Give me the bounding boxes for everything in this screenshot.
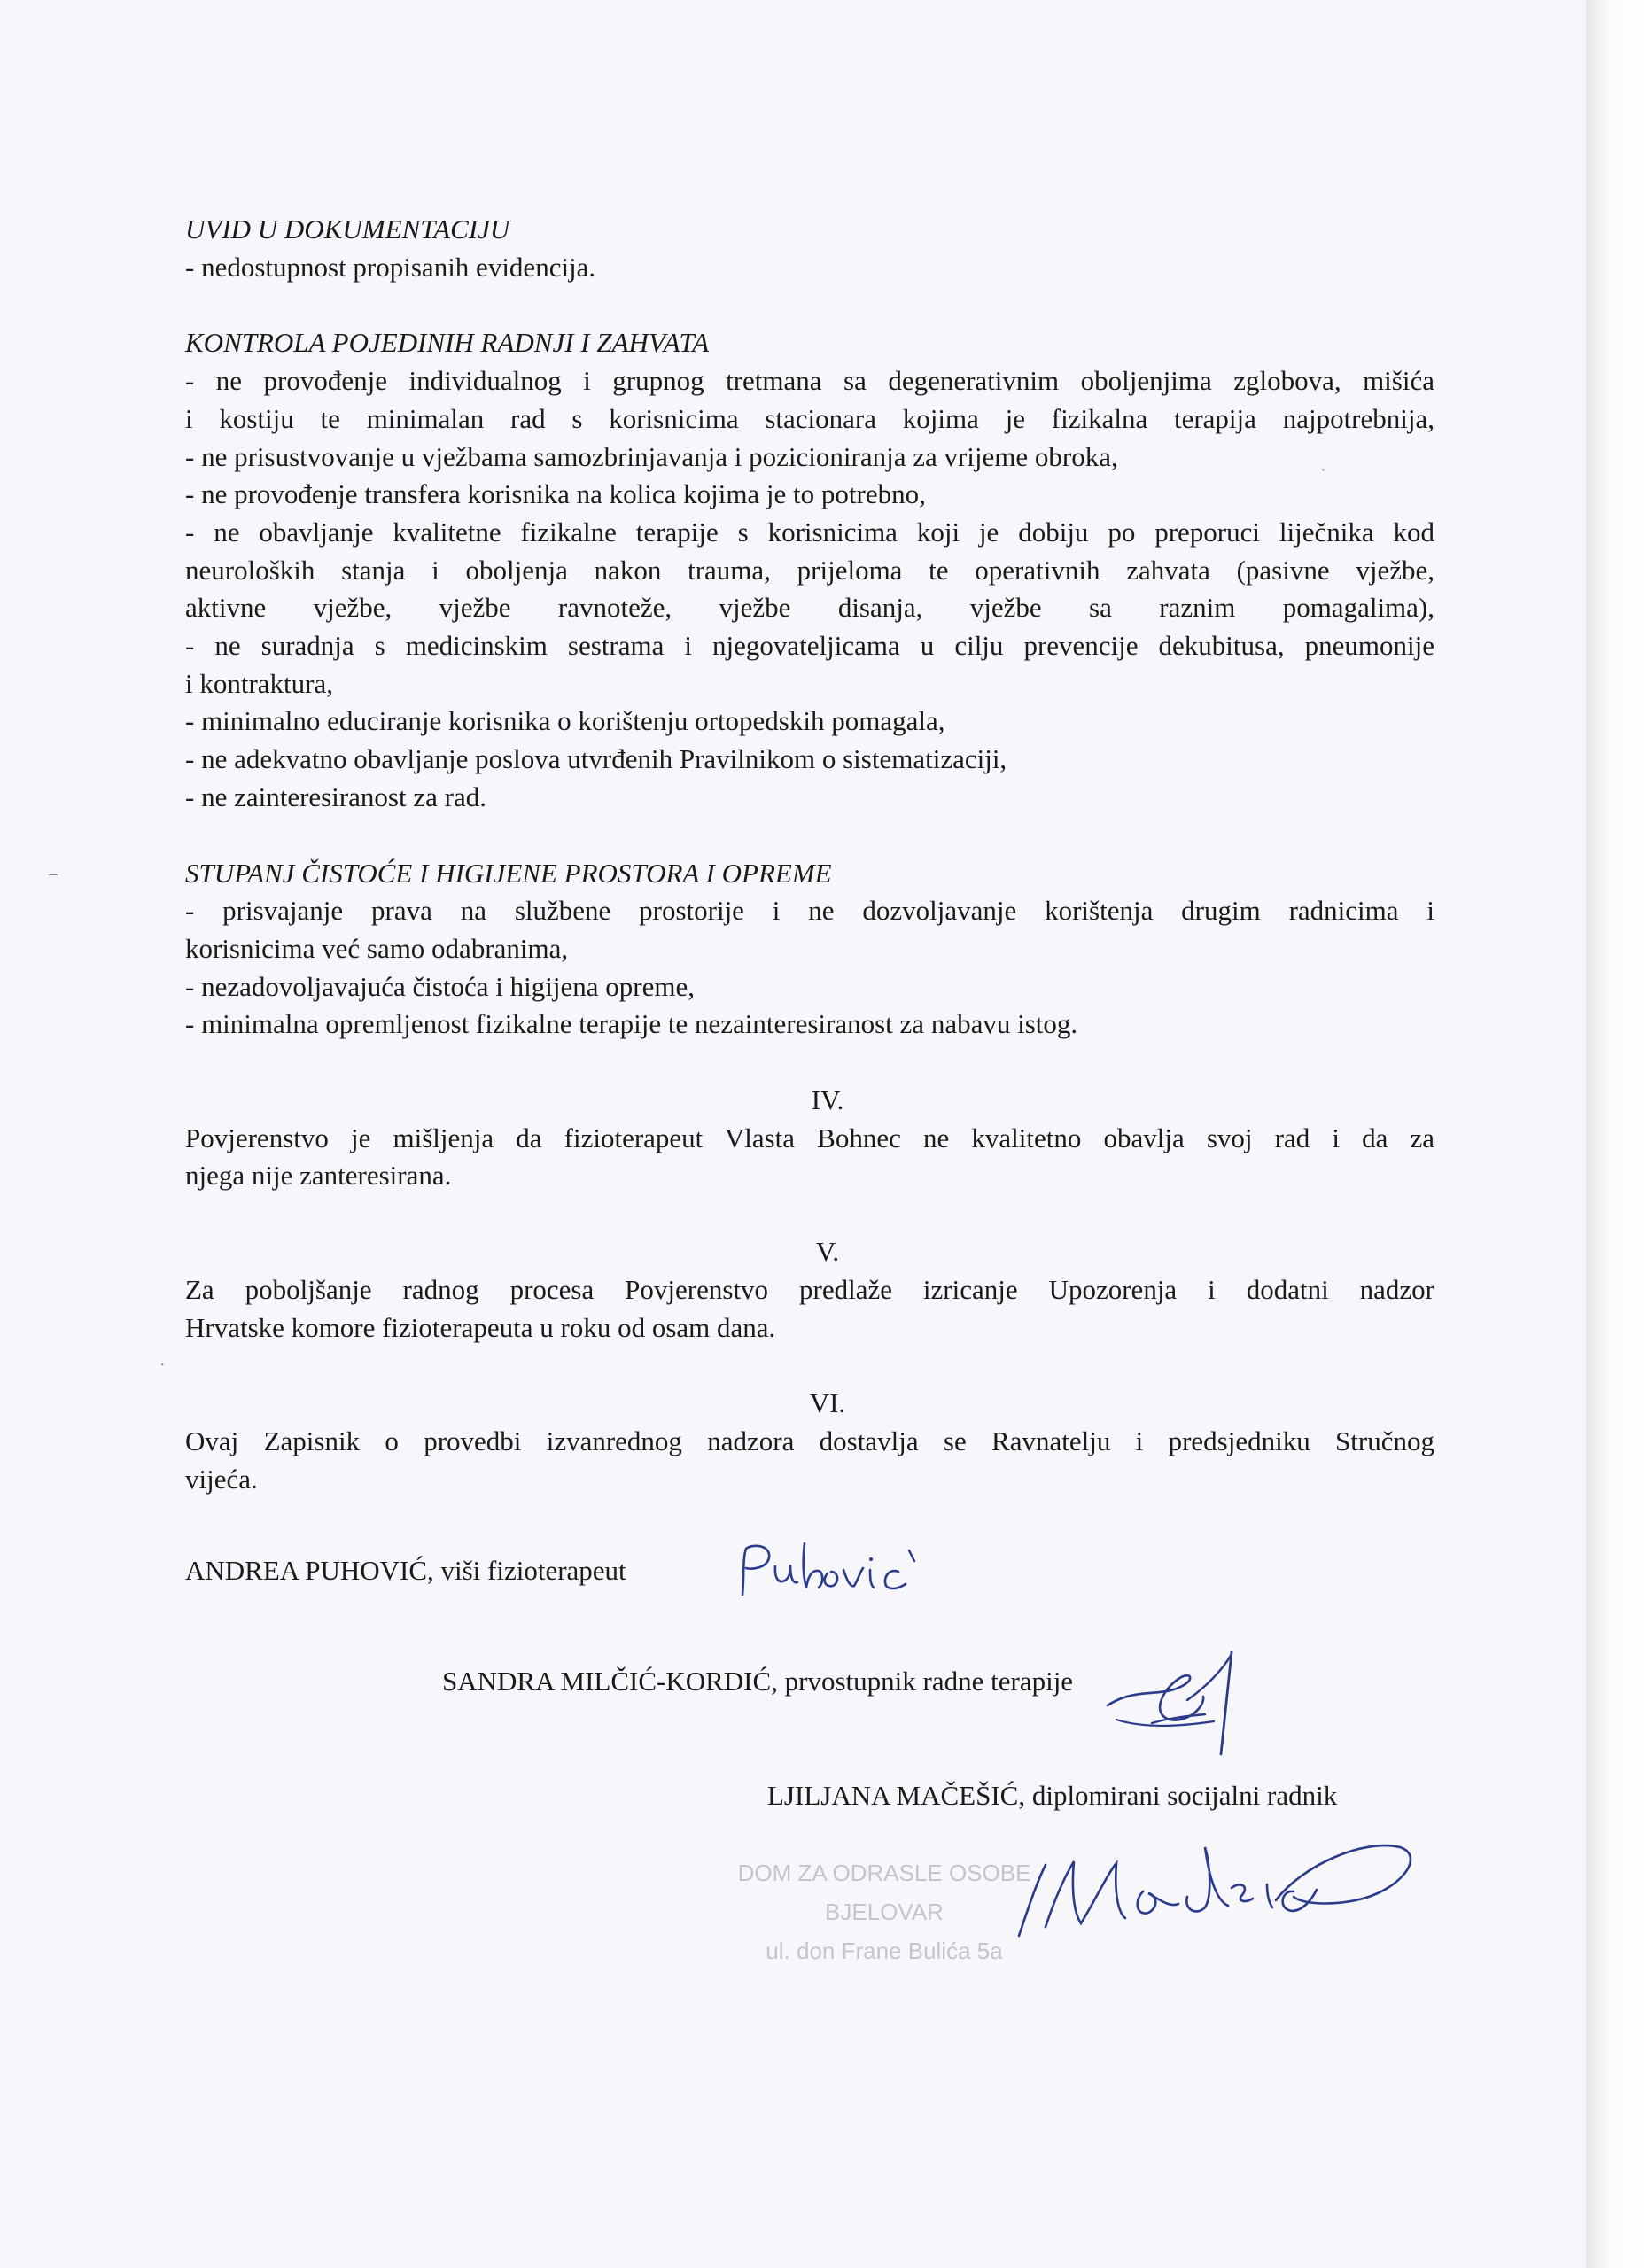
signatory-3: LJILJANA MAČEŠIĆ, diplomirani socijalni radnik bbox=[767, 1780, 1338, 1811]
signatory-2: SANDRA MILČIĆ-KORDIĆ, prvostupnik radne terapije bbox=[442, 1666, 1074, 1697]
section-line: - ne zainteresiranost za rad. bbox=[185, 781, 486, 812]
section-line: - ne provođenje transfera korisnika na kolica kojima je to potrebno, bbox=[185, 478, 926, 510]
signature-puhovic bbox=[735, 1533, 930, 1612]
scan-mark: · bbox=[1320, 461, 1326, 480]
scan-mark: · bbox=[159, 1355, 166, 1375]
section-line: - nezadovoljavajuća čistoća i higijena opreme, bbox=[185, 970, 695, 1002]
section-line: aktivne vježbe, vježbe ravnoteže, vježbe disanja, vježbe sa raznim pomagalima), bbox=[185, 592, 1434, 624]
section-line: - minimalno educiranje korisnika o korištenju ortopedskih pomagala, bbox=[185, 705, 945, 737]
institution-stamp bbox=[725, 1853, 1044, 1995]
article-numeral: IV. bbox=[811, 1084, 844, 1116]
article-line: Hrvatske komore fizioterapeuta u roku od osam dana. bbox=[185, 1311, 776, 1343]
document-body bbox=[185, 211, 1434, 1498]
signatory-1: ANDREA PUHOVIĆ, viši fizioterapeut bbox=[185, 1555, 626, 1586]
article-line: Povjerenstvo je mišljenja da fizioterapeut Vlasta Bohnec ne kvalitetno obavlja svoj rad i da za bbox=[185, 1122, 1434, 1153]
section-line: - ne prisustvovanje u vježbama samozbrinjavanja i pozicioniranja za vrijeme obroka, bbox=[185, 440, 1118, 472]
section-line: - ne provođenje individualnog i grupnog tretmana sa degenerativnim oboljenjima zglobova, mišića bbox=[185, 365, 1434, 397]
section-line: - prisvajanje prava na službene prostorije i ne dozvoljavanje korištenja drugim radnicima i bbox=[185, 895, 1434, 927]
section-line: - nedostupnost propisanih evidencija. bbox=[185, 251, 596, 283]
section-line: korisnicima već samo odabranima, bbox=[185, 932, 569, 964]
article-numeral: V. bbox=[815, 1236, 840, 1268]
article-numeral: VI. bbox=[809, 1387, 846, 1419]
section-line: - minimalna opremljenost fizikalne terapije te nezainteresiranost za nabavu istog. bbox=[185, 1008, 1078, 1040]
section-title: UVID U DOKUMENTACIJU bbox=[185, 214, 510, 245]
signature-milcic-kordic bbox=[1099, 1643, 1258, 1759]
page-edge bbox=[1586, 0, 1648, 2268]
stamp-line: BJELOVAR bbox=[825, 1899, 944, 1925]
section-line: i kostiju te minimalan rad s korisnicima stacionara kojima je fizikalna terapija najpotrebnija, bbox=[185, 402, 1434, 434]
section-title: KONTROLA POJEDINIH RADNJI I ZAHVATA bbox=[185, 327, 710, 359]
article-line: njega nije zanteresirana. bbox=[185, 1160, 452, 1192]
section-line: - ne obavljanje kvalitetne fizikalne terapije s korisnicima koji je dobiju po preporuci liječnika kod bbox=[185, 516, 1434, 548]
section-line: - ne suradnja s medicinskim sestrama i njegovateljicama u cilju prevencije dekubitusa, pneumonije bbox=[185, 630, 1434, 662]
article-line: vijeća. bbox=[185, 1463, 258, 1495]
article-line: Ovaj Zapisnik o provedbi izvanrednog nadzora dostavlja se Ravnatelju i predsjedniku Stručnog bbox=[185, 1425, 1434, 1456]
stamp-line: DOM ZA ODRASLE OSOBE bbox=[737, 1860, 1031, 1886]
section-line: - ne adekvatno obavljanje poslova utvrđenih Pravilnikom o sistematizaciji, bbox=[185, 743, 1007, 775]
stamp-line: ul. don Frane Bulića 5a bbox=[766, 1938, 1003, 1964]
article-line: Za poboljšanje radnog procesa Povjerenstvo predlaže izricanje Upozorenja i dodatni nadzor bbox=[185, 1273, 1434, 1305]
section-line: neuroloških stanja i oboljenja nakon trauma, prijeloma te operativnih zahvata (pasivne vježbe, bbox=[185, 554, 1434, 586]
section-line: i kontraktura, bbox=[185, 667, 334, 699]
scan-mark: ‒ bbox=[49, 864, 58, 883]
section-title: STUPANJ ČISTOĆE I HIGIJENE PROSTORA I OPREME bbox=[185, 857, 832, 889]
signature-macesic bbox=[1010, 1812, 1418, 1945]
